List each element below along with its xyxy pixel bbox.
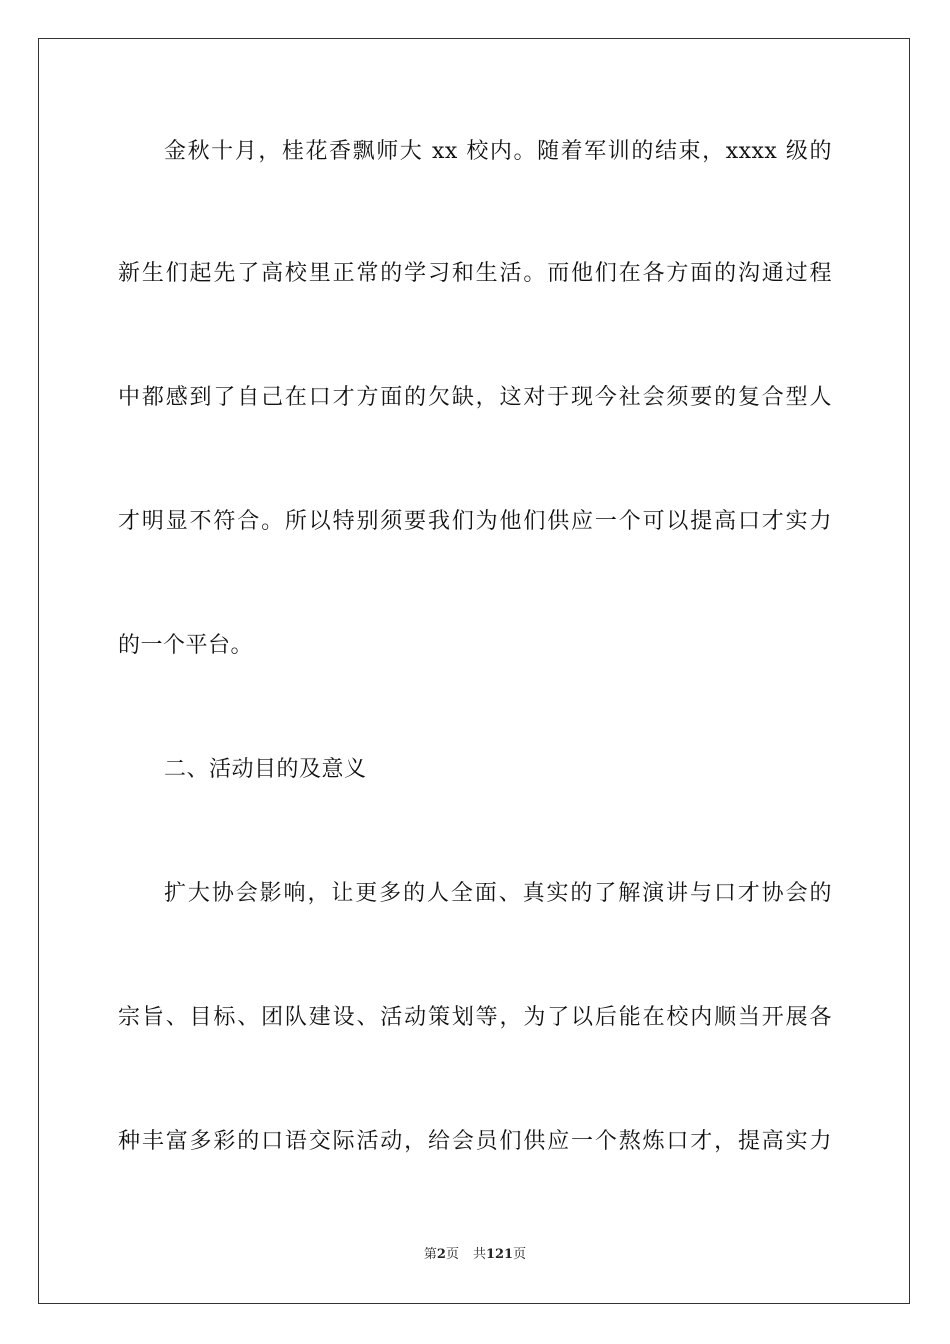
paragraph-1-line-2: 新生们起先了高校里正常的学习和生活。而他们在各方面的沟通过程 — [118, 261, 832, 286]
total-pages: 121 — [485, 1247, 514, 1262]
paragraph-1-line-3: 中都感到了自己在口才方面的欠缺，这对于现今社会须要的复合型人 — [118, 385, 832, 410]
page-footer — [0, 1246, 950, 1264]
total-prefix: 共 — [472, 1247, 486, 1262]
paragraph-2-line-3: 种丰富多彩的口语交际活动，给会员们供应一个熬炼口才，提高实力 — [118, 1129, 832, 1154]
page-frame — [38, 38, 910, 1304]
paragraph-1-line-1: 金秋十月，桂花香飘师大 xx 校内。随着军训的结束，xxxx 级的 — [164, 139, 832, 164]
page-number: 2 — [436, 1247, 446, 1262]
total-suffix: 页 — [513, 1247, 527, 1262]
page-suffix: 页 — [445, 1247, 459, 1262]
paragraph-1-line-5: 的一个平台。 — [118, 633, 254, 658]
page-prefix: 第 — [423, 1247, 437, 1262]
paragraph-1-line-4: 才明显不符合。所以特别须要我们为他们供应一个可以提高口才实力 — [118, 509, 832, 534]
paragraph-2-line-1: 扩大协会影响，让更多的人全面、真实的了解演讲与口才协会的 — [164, 881, 832, 906]
paragraph-2-line-2: 宗旨、目标、团队建设、活动策划等，为了以后能在校内顺当开展各 — [118, 1005, 832, 1030]
section-heading: 二、活动目的及意义 — [164, 757, 367, 782]
